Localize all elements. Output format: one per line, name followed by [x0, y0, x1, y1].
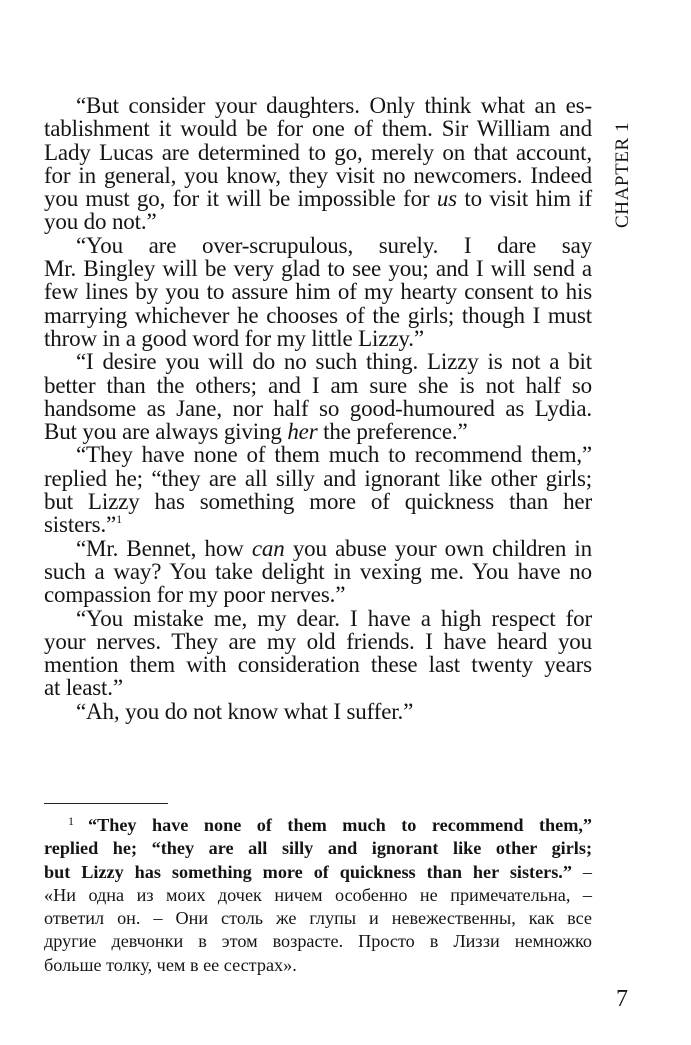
text-line: “You are over-scrupulous, surely. I dare say	[76, 232, 592, 258]
text-line: But you are always giving her the preference.”	[44, 419, 468, 445]
emphasis: us	[436, 186, 457, 212]
text-line: better than the others; and I am sure she is not half so	[44, 372, 592, 398]
emphasis: can	[251, 535, 285, 561]
text-line: few lines by you to assure him of my hearty consent to his	[44, 279, 592, 305]
text-line: “They have none of them much to recommend them,”	[76, 442, 592, 468]
text-line: mention them with consideration these last twenty years	[44, 652, 592, 678]
footnote-divider	[44, 803, 168, 804]
text-line: but Lizzy has something more of quickness than her	[44, 489, 592, 515]
text-line: for in general, you know, they visit no newcomers. Indeed	[44, 162, 592, 188]
footnote-line: ответил он. – Они столь же глупы и невежественны, как все	[44, 908, 592, 929]
text-line: “But consider your daughters. Only think what an es-	[76, 93, 592, 118]
footnote-line: but Lizzy has something more of quickness than her sisters.” –	[44, 861, 593, 882]
text-line: replied he; “they are all silly and ignorant like other girls;	[44, 465, 592, 491]
text-line: Mr. Bingley will be very glad to see you; and I will send a	[44, 256, 592, 282]
footnote-line: «Ни одна из моих дочек ничем особенно не примечательна, –	[44, 884, 592, 905]
text-line: “You mistake me, my dear. I have a high respect for	[76, 605, 592, 631]
text-line: handsome as Jane, nor half so good-humoured as Lydia.	[44, 395, 592, 421]
footnote	[44, 814, 592, 977]
text-line: throw in a good word for my little Lizzy.”	[44, 325, 424, 351]
footnote-line: replied he; “they are all silly and ignorant like other girls;	[44, 838, 592, 859]
text-line: Lady Lucas are determined to go, merely on that account,	[44, 139, 592, 165]
text-line: tablishment it would be for one of them. Sir William and	[44, 116, 592, 142]
text-line: “Ah, you do not know what I suffer.”	[76, 698, 414, 724]
text-line: sisters.”$^1$	[44, 512, 122, 538]
emphasis: her	[287, 419, 318, 445]
text-line: “I desire you will do no such thing. Lizzy is not a bit	[76, 349, 592, 375]
text-line: compassion for my poor nerves.”	[44, 582, 346, 608]
body-text	[44, 94, 592, 723]
text-line: your nerves. They are my old friends. I have heard you	[44, 628, 592, 654]
footnote-ref[interactable]: 1	[116, 512, 122, 527]
text-line: marrying whichever he chooses of the girls; though I must	[44, 302, 592, 328]
text-line: “Mr. Bennet, how can you abuse your own children in	[76, 535, 592, 561]
text-line: at least.”	[44, 675, 123, 701]
text-line: such a way? You take delight in vexing me. You have no	[44, 558, 592, 584]
footnote-marker: 1	[68, 814, 74, 828]
text-line: you must go, for it will be impossible for us to visit him if	[44, 186, 592, 212]
text-line: you do not.”	[44, 209, 157, 235]
footnote-line: $^1$ “They have none of them much to recommend them,”	[68, 814, 592, 835]
page-number: 7	[616, 986, 628, 1012]
footnote-line: больше толку, чем в ее сестрах».	[44, 954, 297, 975]
running-head: CHAPTER 1	[612, 121, 633, 228]
footnote-line: другие девчонки в этом возрасте. Просто в Лиззи немножко	[44, 931, 592, 952]
